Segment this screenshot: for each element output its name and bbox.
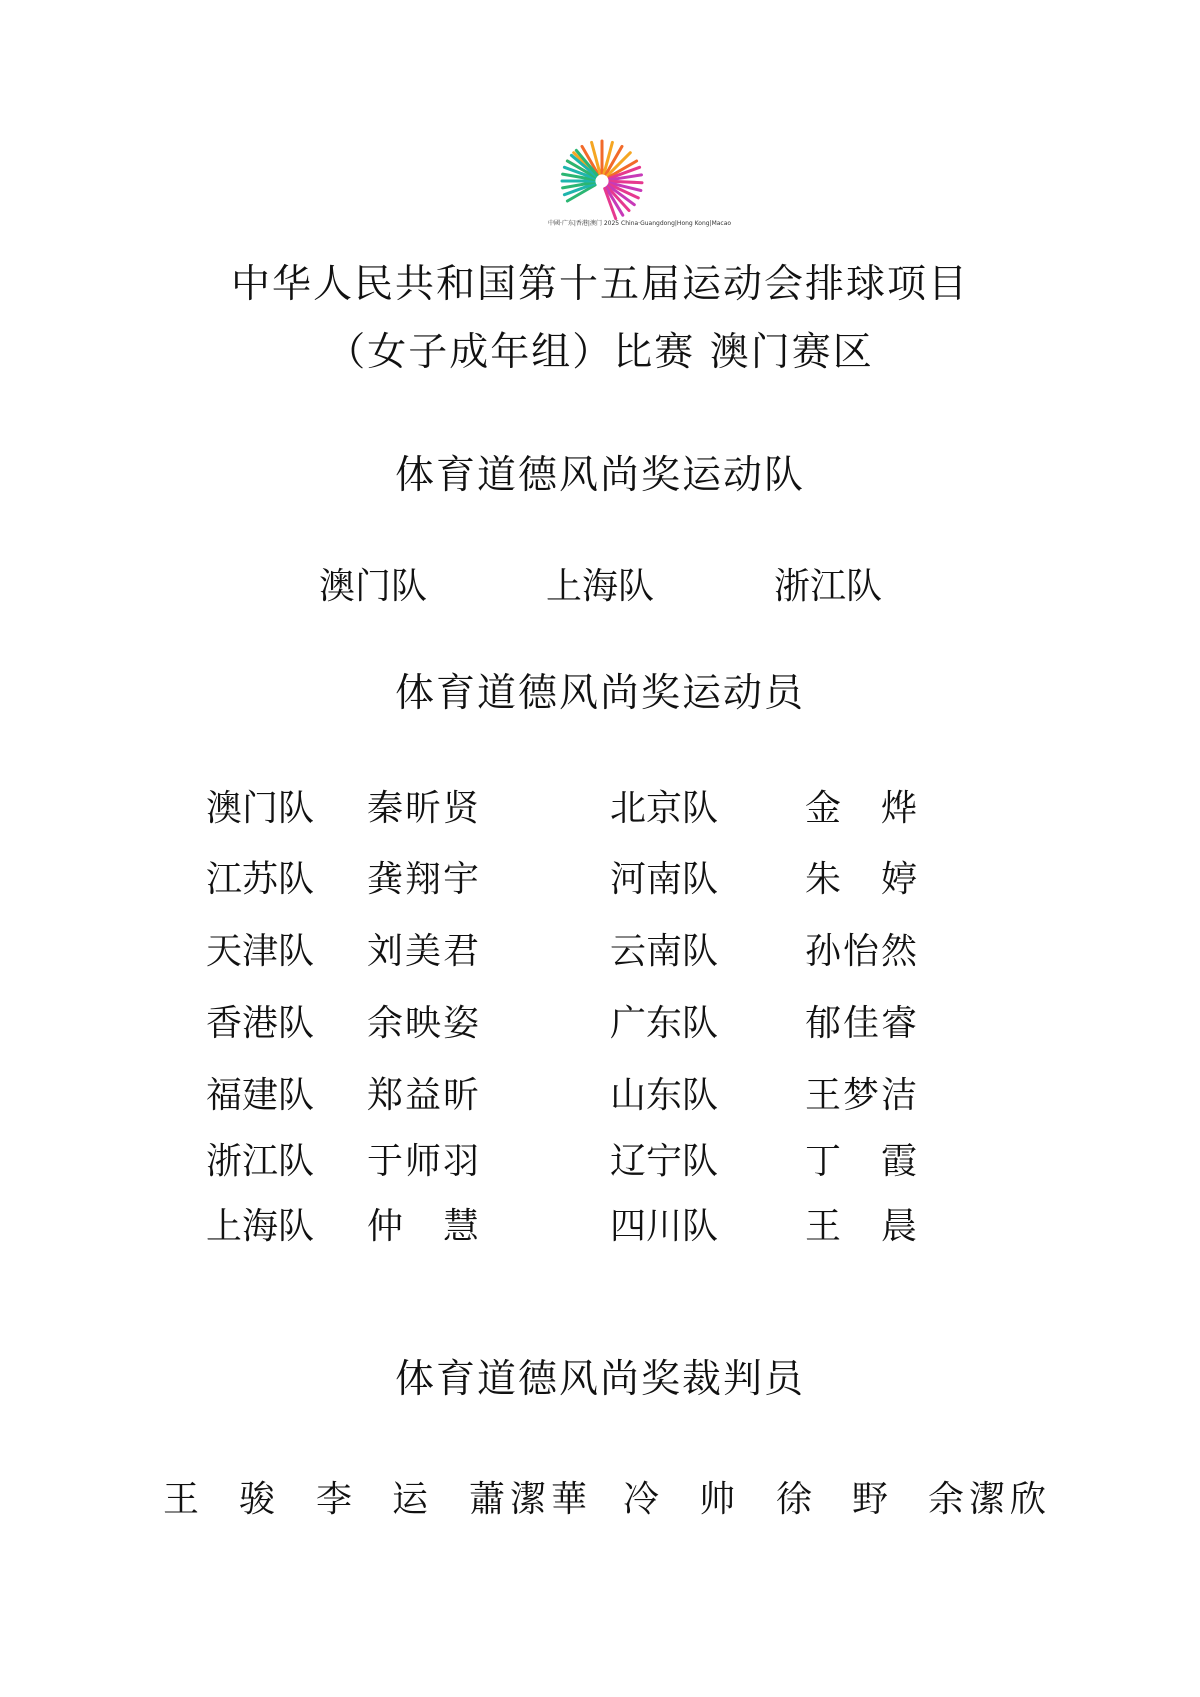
athlete-team: 福建队 [206,1075,315,1116]
athlete-team: 广东队 [610,1003,719,1044]
referee-name: 余潔欣 [928,1479,1046,1520]
referee-name: 冷 帅 [623,1479,735,1520]
athlete-name: 孙怡然 [805,931,917,972]
athlete-row [0,1139,1200,1185]
athlete-name: 郑益昕 [367,1075,479,1116]
logo-petal [610,181,642,182]
athlete-name: 王 晨 [805,1206,917,1247]
flower-emblem-icon [547,133,657,223]
athlete-name: 秦昕贤 [367,788,479,829]
athlete-team: 辽宁队 [610,1141,719,1182]
athlete-award-heading: 体育道德风尚奖运动员 [394,671,805,716]
team-award-item: 浙江队 [773,566,882,607]
athlete-row [0,857,1200,903]
athlete-name: 仲 慧 [367,1206,479,1247]
athlete-name: 金 烨 [805,788,917,829]
logo-caption: 中國·广东|香港|澳门 2025 China·Guangdong|Hong Kong|Macao [548,220,732,227]
team-award-item: 上海队 [545,566,654,607]
referee-name: 蕭潔華 [469,1479,587,1520]
athlete-name: 朱 婷 [805,859,917,900]
athlete-team: 山东队 [610,1075,719,1116]
athlete-row [0,1204,1200,1250]
athlete-row [0,786,1200,832]
athlete-team: 浙江队 [206,1141,315,1182]
games-logo [547,133,732,233]
athlete-team: 四川队 [610,1206,719,1247]
athlete-team: 江苏队 [206,859,315,900]
athlete-row [0,1001,1200,1047]
athlete-name: 刘美君 [367,931,479,972]
team-award-heading: 体育道德风尚奖运动队 [394,453,805,498]
athlete-team: 北京队 [610,788,719,829]
team-award-list [0,563,1200,611]
athlete-name: 郁佳睿 [805,1003,917,1044]
athlete-name: 王梦洁 [805,1075,917,1116]
athlete-team: 云南队 [610,931,719,972]
athlete-name: 余映姿 [367,1003,479,1044]
athlete-row [0,929,1200,975]
team-award-item: 澳门队 [318,566,427,607]
athlete-name: 龚翔宇 [367,859,479,900]
referee-name: 王 骏 [163,1479,275,1520]
referee-award-heading: 体育道德风尚奖裁判员 [394,1357,805,1402]
athlete-team: 天津队 [206,931,315,972]
document-title-line2: （女子成年组）比赛 澳门赛区 [326,330,874,375]
referee-name: 李 运 [316,1479,428,1520]
athlete-row [0,1073,1200,1119]
athlete-team: 香港队 [206,1003,315,1044]
referee-name: 徐 野 [776,1479,888,1520]
athlete-team: 澳门队 [206,788,315,829]
athlete-team: 河南队 [610,859,719,900]
document-title-line1: 中华人民共和国第十五届运动会排球项目 [230,262,969,307]
athlete-team: 上海队 [206,1206,315,1247]
athlete-name: 丁 霞 [805,1141,917,1182]
athlete-name: 于师羽 [367,1141,479,1182]
referee-list [0,1476,1200,1524]
